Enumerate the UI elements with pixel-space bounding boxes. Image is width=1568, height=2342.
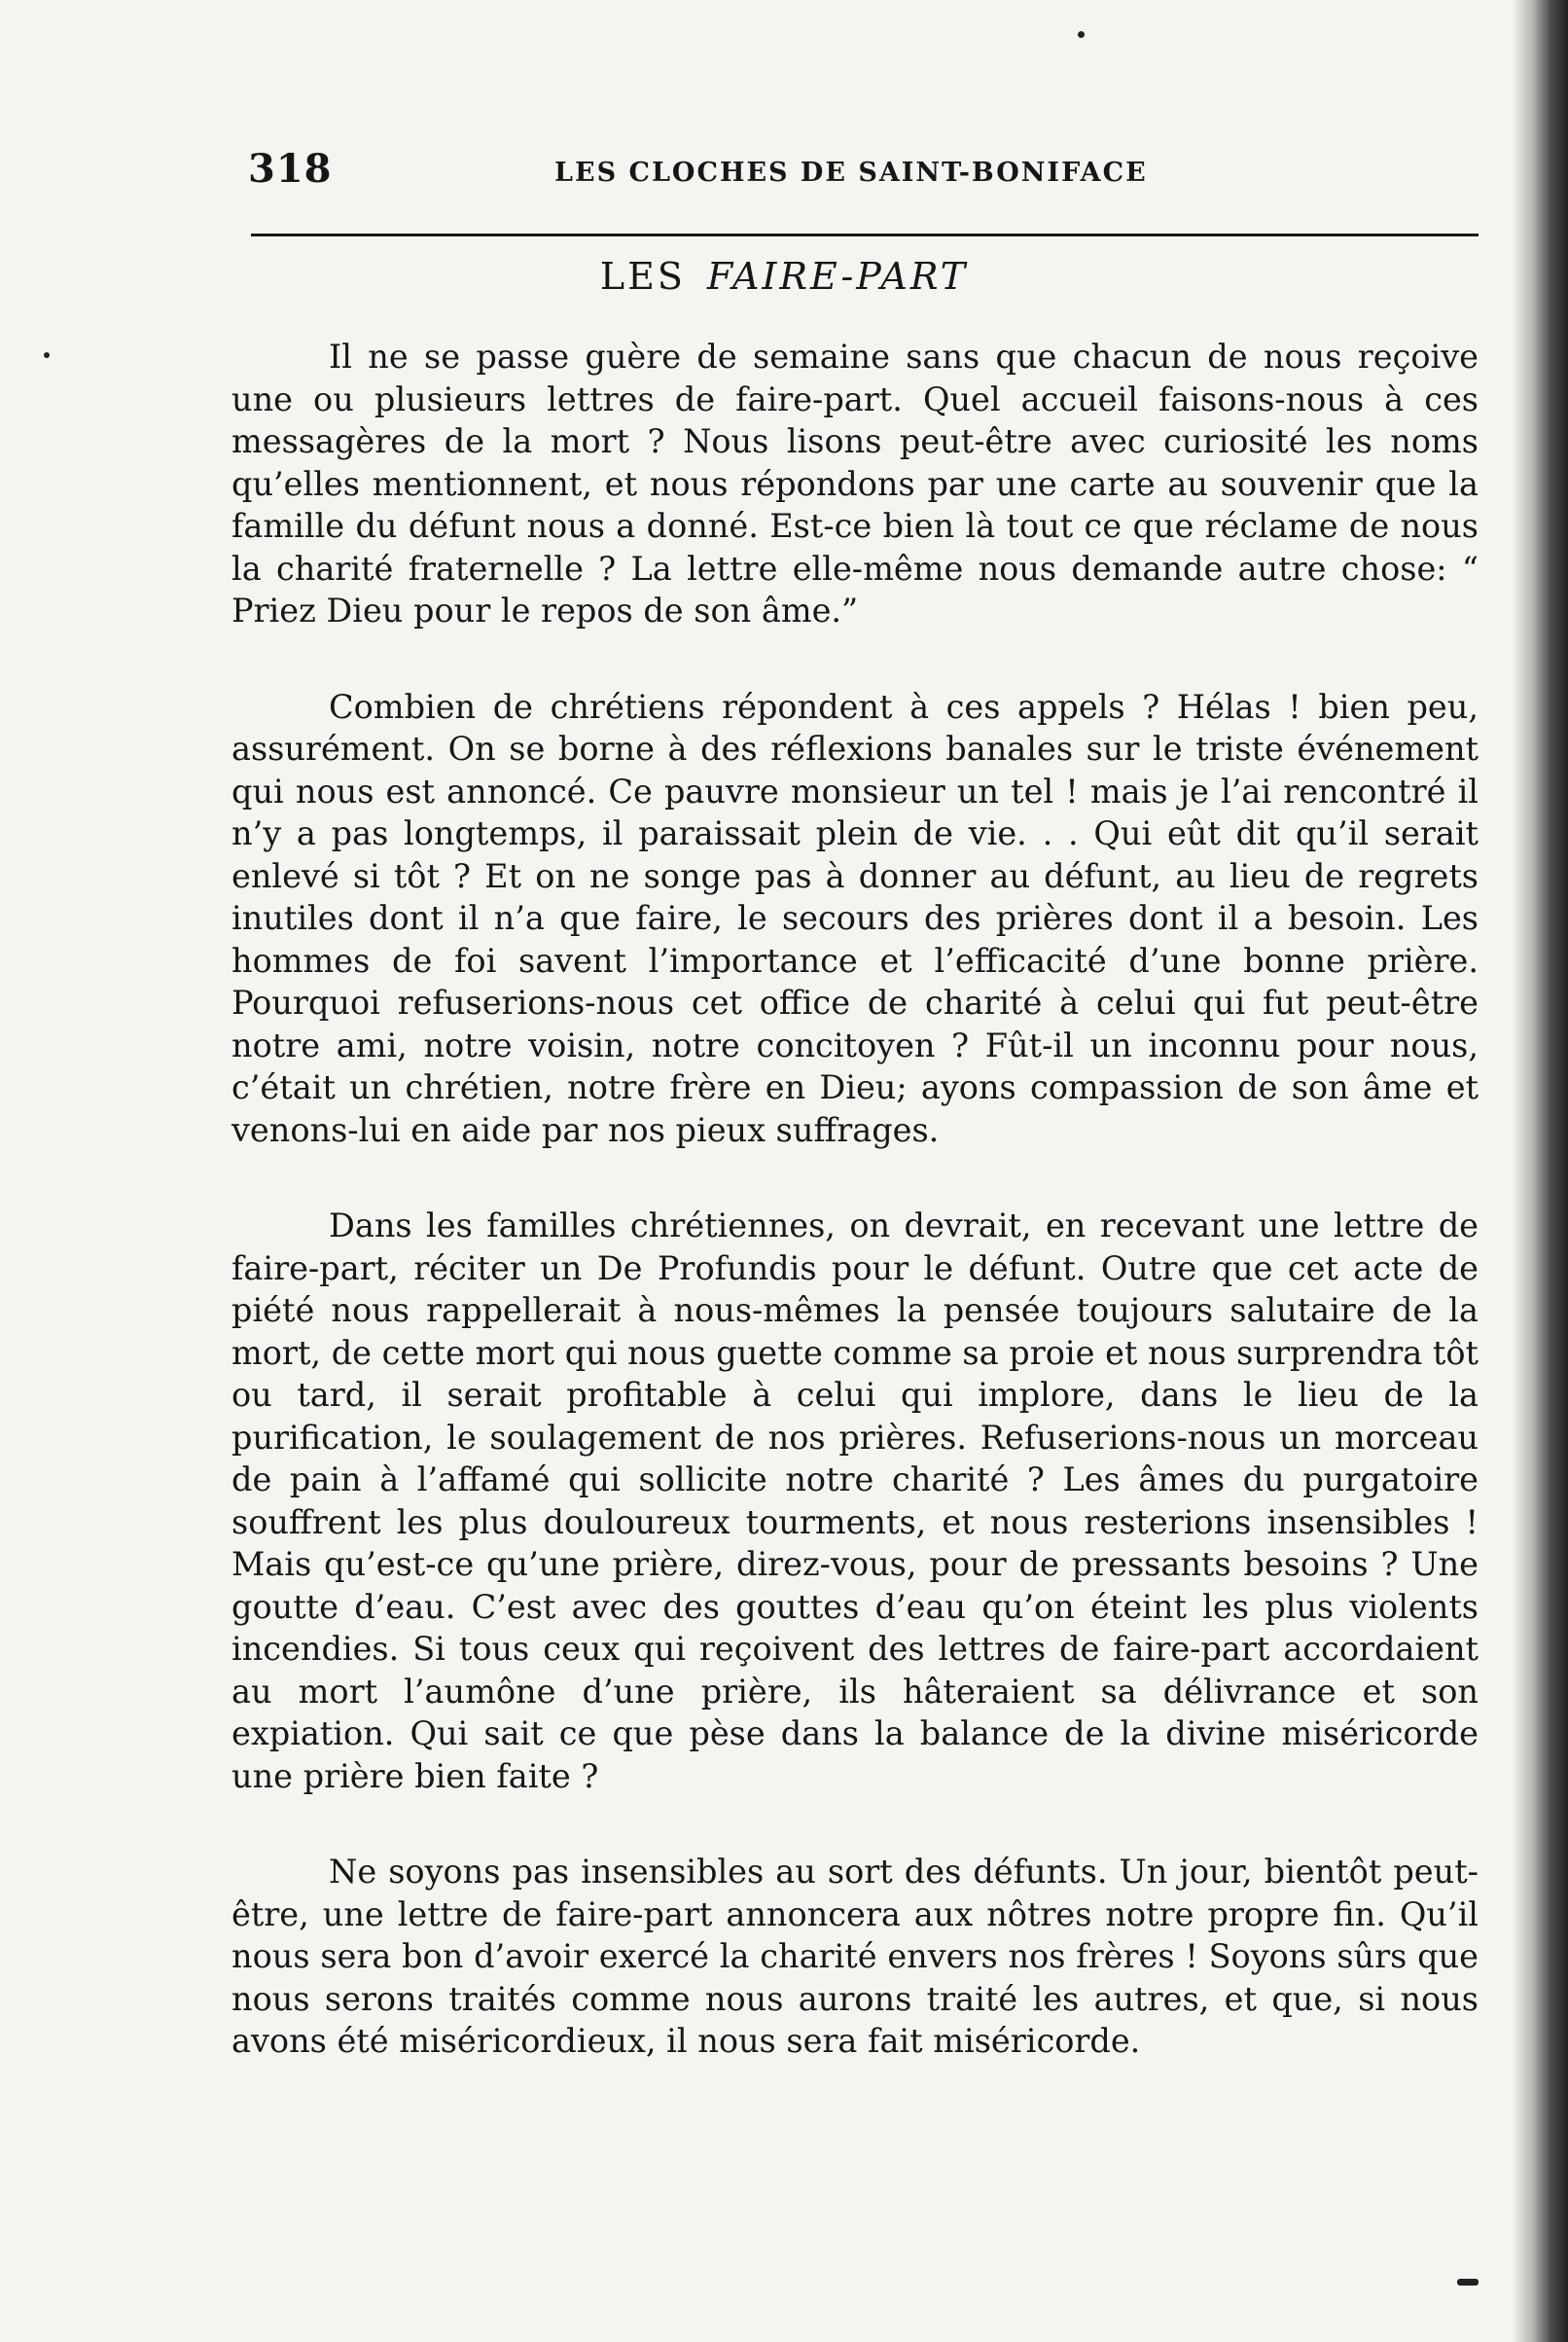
page-number: 318 — [248, 146, 333, 192]
article-title-italic: FAIRE-PART — [706, 255, 969, 298]
page-header — [248, 146, 1481, 204]
article-title-plain: LES — [599, 255, 686, 298]
article-title — [0, 255, 1568, 298]
paragraph: Combien de chrétiens répondent à ces appels ? Hélas ! bien peu, assurément. On se borne à des réflexions banales sur le triste événement qui nous est annoncé. Ce pauvre monsieur un tel ! mais je l’ai rencontré il n’y a pas longtemps, il paraissait plein de vie. . . Qui eût dit qu’il serait enlevé si tôt ? Et on ne songe pas à donner au défunt, au lieu de regrets inutiles dont il n’a que faire, le secours des prières dont il a besoin. Les hommes de foi savent l’importance et l’efficacité d’une bonne prière. Pourquoi refuserions-nous cet office de charité à celui qui fut peut-être notre ami, notre voisin, notre concitoyen ? Fût-il un inconnu pour nous, c’était un chrétien, notre frère en Dieu; ayons compassion de son âme et venons-lui en aide par nos pieux suffrages. — [232, 687, 1479, 1149]
scan-speck — [1457, 2279, 1479, 2286]
header-rule — [251, 234, 1479, 236]
article-body — [232, 336, 1479, 2063]
paragraph: Il ne se passe guère de semaine sans que chacun de nous reçoive une ou plusieurs lettres de faire-part. Quel accueil faisons-nous à ces messagères de la mort ? Nous lisons peut-être avec curiosité les noms qu’elles mentionnent, et nous répondons par une carte au souvenir que la famille du défunt nous a donné. Est-ce bien là tout ce que réclame de nous la charité fraternelle ? La lettre elle-même nous demande autre chose: “ Priez Dieu pour le repos de son âme.” — [232, 338, 1479, 630]
scan-speck — [44, 352, 50, 358]
scan-edge-shadow — [1512, 0, 1568, 2342]
scan-speck — [1078, 31, 1085, 38]
running-title: LES CLOCHES DE SAINT-BONIFACE — [554, 158, 1148, 188]
paragraph: Dans les familles chrétiennes, on devrait, en recevant une lettre de faire-part, réciter un De Profundis pour le défunt. Outre que cet acte de piété nous rappellerait à nous-mêmes la pensée toujours salutaire de la mort, de cette mort qui nous guette comme sa proie et nous surprendra tôt ou tard, il serait profitable à celui qui implore, dans le lieu de la purification, le soulagement de nos prières. Refuserions-nous un morceau de pain à l’affamé qui sollicite notre charité ? Les âmes du purgatoire souffrent les plus douloureux tourments, et nous resterions insensibles ! Mais qu’est-ce qu’une prière, direz-vous, pour de pressants besoins ? Une goutte d’eau. C’est avec des gouttes d’eau qu’on éteint les plus violents incendies. Si tous ceux qui reçoivent des lettres de faire-part accordaient au mort l’aumône d’une prière, ils hâteraient sa délivrance et son expiation. Qui sait ce que pèse dans la balance de la divine miséricorde une prière bien faite ? — [232, 1207, 1479, 1795]
paragraph: Ne soyons pas insensibles au sort des défunts. Un jour, bientôt peut-être, une lettre de faire-part annoncera aux nôtres notre propre fin. Qu’il nous sera bon d’avoir exercé la charité envers nos frères ! Soyons sûrs que nous serons traités comme nous aurons traité les autres, et que, si nous avons été miséricordieux, il nous sera fait miséricorde. — [232, 1853, 1479, 2060]
